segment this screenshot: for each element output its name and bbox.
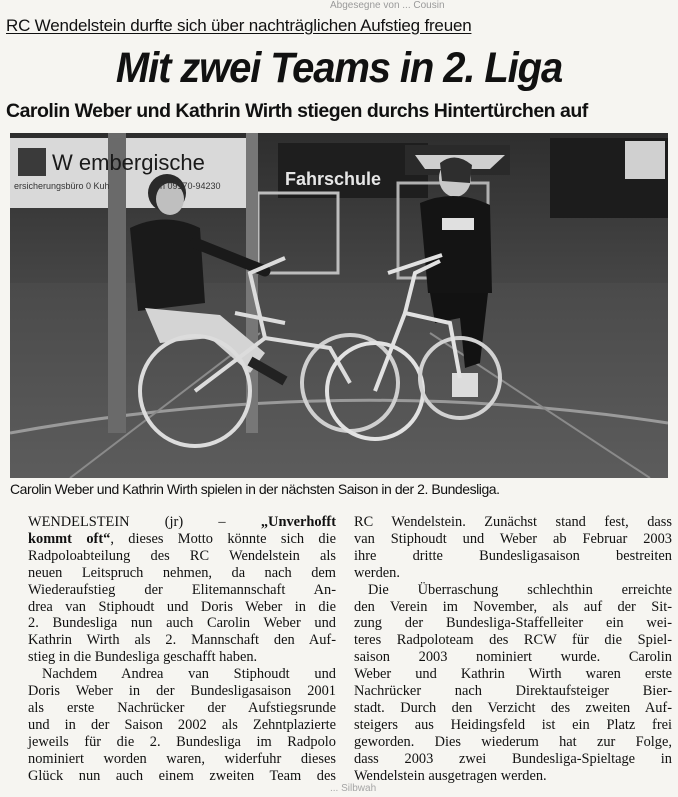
body-line: Wiederaufstieg der Elitemannschaft An- <box>28 581 336 598</box>
body-line: stadt. Durch den Verzicht des zweiten Auf- <box>354 699 672 716</box>
banner-text-left: W embergische <box>52 150 205 175</box>
photo-caption: Carolin Weber und Kathrin Wirth spielen in der nächsten Saison in der 2. Bundesliga. <box>10 481 500 497</box>
adjacent-article-fragment: Abgesegne von ... Cousin <box>330 0 445 11</box>
body-line: Wendelstein ausgetragen werden. <box>354 767 547 784</box>
body-line: Doris Weber in der Bundesligasaison 2001 <box>28 683 336 700</box>
body-line: als erste Nachrücker der Aufstiegsrunde <box>28 699 336 716</box>
adjacent-article-fragment-bottom: ... Silbwah <box>330 783 377 794</box>
body-line: kommt oft“, dieses Motto könnte sich die <box>28 530 336 547</box>
article-photo <box>10 133 668 478</box>
body-line: den Verein im November, als auf der Sit- <box>354 598 672 615</box>
body-line: Nachrücker nach Direktaufsteiger Bier- <box>354 683 672 700</box>
body-line: saison 2003 nominiert wurde. Carolin <box>354 649 672 666</box>
body-line: Weber und Kathrin Wirth waren erste <box>354 666 672 683</box>
body-line: und in der Saison 2002 als Zehntplazierte <box>28 716 336 733</box>
body-line: neuen Leitspruch nehmen, da nach dem <box>28 564 336 581</box>
body-line: WENDELSTEIN (jr) – „Unverhofft <box>28 514 336 530</box>
body-line: werden. <box>354 564 400 581</box>
body-line: van Stiphoudt und Weber ab Februar 2003 <box>354 530 672 547</box>
article-body-right-column <box>354 514 672 785</box>
body-line: stieg in die Bundesliga geschafft haben. <box>28 649 258 666</box>
body-line: 2. Bundesliga nun auch Carolin Weber und <box>28 615 336 632</box>
article-subheadline: Carolin Weber und Kathrin Wirth stiegen durchs Hintertürchen auf <box>6 100 588 122</box>
body-line: Nachdem Andrea van Stiphoudt und <box>42 666 336 683</box>
body-line: ihre dritte Bundesligasaison bestreiten <box>354 547 672 564</box>
body-line: teres Radpoloteam des RCW für die Spiel- <box>354 632 672 649</box>
body-line: geworden. Dies wiederum hat zur Folge, <box>354 733 672 750</box>
body-line: jeweils für die 2. Bundesliga im Radpolo <box>28 733 336 750</box>
body-line: dass 2003 zwei Bundesliga-Spieltage in <box>354 750 672 767</box>
body-line: Radpoloabteilung des RC Wendelstein als <box>28 547 336 564</box>
article-kicker: RC Wendelstein durfte sich über nachträglichen Aufstieg freuen <box>6 16 472 35</box>
banner-text-center: Fahrschule <box>285 169 382 189</box>
banner-text-left-phone: n 09170-94230 <box>160 181 221 191</box>
body-line: steigers aus Heidingsfeld ist ein Platz frei <box>354 716 672 733</box>
body-line: zung der Bundesliga-Staffelleiter ein wei- <box>354 615 672 632</box>
body-line: Die Überraschung schlechthin erreichte <box>368 581 672 598</box>
article-headline: Mit zwei Teams in 2. Liga <box>115 44 563 92</box>
photo-illustration <box>10 133 668 478</box>
body-line: RC Wendelstein. Zunächst stand fest, dass <box>354 514 672 530</box>
body-line: Kathrin Wirth als 2. Mannschaft den Auf- <box>28 632 336 649</box>
article-body-left-column <box>28 514 336 785</box>
body-line: drea van Stiphoudt und Doris Weber in die <box>28 598 336 615</box>
body-line: Glück nun auch einem zweiten Team des <box>28 767 336 784</box>
banner-text-left-small: ersicherungsbüro 0 Kuh <box>14 181 110 191</box>
body-line: nominiert worden waren, widerfuhr dieses <box>28 750 336 767</box>
